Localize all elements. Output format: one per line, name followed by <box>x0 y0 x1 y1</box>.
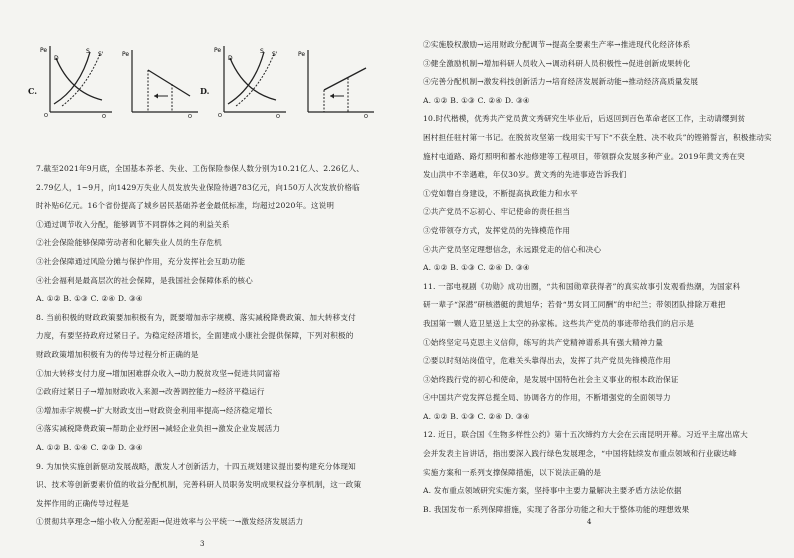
graph-d-price-change <box>298 46 378 118</box>
q11-option-4: ④中国共产党发挥总揽全局、协调各方的作用，不断增强党的全面领导力 <box>423 393 671 403</box>
option-c-label: C. <box>28 86 38 96</box>
graph-d-supply-demand <box>214 42 290 118</box>
q9-option-2: ②实施股权激励→运用财政分配调节→提高全要素生产率→推进现代化经济体系 <box>423 40 691 49</box>
q10-option-4: ④共产党员坚定理想信念，永远跟党走的信心和决心 <box>423 244 602 254</box>
graph-c1-q-label: Q <box>102 114 106 118</box>
q8-line-3: 财政政策增加积极有为的传导过程分析正确的是 <box>36 349 199 359</box>
q11-option-2: ②要以时刻站岗值守，危难关头靠得出去，发挥了共产党员先锋模范作用 <box>423 356 671 366</box>
graph-d1-s2-label: S' <box>272 51 278 58</box>
q7-option-3: ③社会保障通过风险分摊与保护作用，充分发挥社会互助功能 <box>36 256 246 266</box>
q8-option-3: ③增加赤字规模→扩大财政支出→财政资金利用率提高→经济稳定增长 <box>36 405 273 415</box>
graph-c2-q-label: Q <box>188 114 192 118</box>
graph-c1-s-label: S <box>86 48 90 55</box>
graph-d2-q-label: Q <box>364 114 368 118</box>
q11-option-1: ①始终坚定马克思主义信仰，练写的共产党精神谱系具有强大精神力量 <box>423 337 664 347</box>
q7-option-4: ④社会福利是最高层次的社会保障，是我国社会保障体系的核心 <box>36 275 253 285</box>
q9-option-1: ①贯彻共享理念→缩小收入分配差距→促进效率与公平统一→激发经济发展活力 <box>36 517 304 527</box>
graph-c1-s2-label: S' <box>98 51 104 58</box>
q9-answers: A. ①② B. ①③ C. ②④ D. ③④ <box>423 95 530 105</box>
q11-line-3: 我国第一颗人造卫星送上太空的孙家栋。这些共产党员的事迹带给我们的启示是 <box>423 318 695 328</box>
q7-line-2: 2.79亿人，1~9月，向1429万失业人员发放失业保险待遇783亿元，向150万人次发放价格临 <box>36 182 360 192</box>
graph-d1-q-label: Q <box>276 114 280 118</box>
q7-option-1: ①通过调节收入分配，能够调节不同群体之间的利益关系 <box>36 219 230 229</box>
q11-line-2: 研一辈子“深潜”研核潜艇的黄旭华；若骨“男女同工同酬”的申纪兰；带领团队排除万难把 <box>423 300 726 310</box>
question-6-graphs <box>28 8 387 118</box>
q10-line-1: 10.时代楷模，优秀共产党员黄文秀研究生毕业后，后返回到百色革命老区工作，主动请缨到贫 <box>423 114 746 124</box>
q10-option-3: ③党带领夺方式，发挥党员的先锋模范作用 <box>423 225 571 235</box>
q9-line-1: 9. 为加快实施创新驱动发展战略，激发人才创新活力，十四五规划建议提出要构建充分体现知 <box>36 461 356 471</box>
q10-line-3: 施村屯道路、路灯照明和蓄水池修建等工程项目，带领群众发展多种产业。2019年黄文秀在突 <box>423 151 745 161</box>
graph-d2-pe-label: Pe <box>298 51 306 58</box>
graph-d1-d-label: D <box>228 55 233 62</box>
q9-line-3: 发挥作用的正确传导过程是 <box>36 498 129 508</box>
graph-d1-pe-label: Pe <box>214 47 222 54</box>
graph-c-supply-demand <box>40 42 116 118</box>
right-page <box>397 0 794 558</box>
q12-line-3: 实施方案和一系列支撑保障措施，以下说法正确的是 <box>423 467 602 477</box>
q8-answers: A. ①② B. ①④ C. ②③ D. ③④ <box>36 442 143 452</box>
q7-line-1: 7.截至2021年9月底，全国基本养老、失业、工伤保险参保人数分别为10.21亿人、2.26亿人、 <box>36 164 364 173</box>
q7-line-3: 时补贴6亿元。16个省份提高了城乡居民基础养老金最低标准，均超过2020年。这说明 <box>36 201 335 211</box>
graph-c1-d-label: D <box>54 55 59 62</box>
q10-option-1: ①党如磐自身建设，不断提高执政能力和水平 <box>423 188 578 198</box>
q12-option-a: A. 发布重点领域研究实施方案，坚持事中主要力量解决主要矛盾方法论依据 <box>423 486 682 496</box>
q9-option-4: ④完善分配机制→激发科技创新活力→培育经济发展新动能→推动经济高质量发展 <box>423 77 699 87</box>
q7-answers: A. ①② B. ①③ C. ②④ D. ③④ <box>36 294 143 304</box>
graph-c2-pe-label: Pe <box>122 51 130 58</box>
q10-option-2: ②共产党员不忘初心、牢记使命的责任担当 <box>423 207 571 217</box>
q10-line-4: 发山洪中不幸遇难，年仅30岁。黄文秀的先进事迹告诉我们 <box>423 170 627 180</box>
q12-line-1: 12. 近日，联合国《生物多样性公约》第十五次缔约方大会在云南昆明开幕。习近平主席出席大 <box>423 430 748 440</box>
q10-answers: A. ①② B. ①③ C. ②④ D. ③④ <box>423 263 530 273</box>
graph-c-price-change <box>122 46 202 118</box>
q9-option-3: ③健全激励机制→增加科研人员收入→调动科研人员积极性→促进创新成果转化 <box>423 58 691 68</box>
graph-d1-origin: O <box>218 113 222 118</box>
q8-option-2: ②政府过紧日子→增加财政收入来源→改善调控能力→经济平稳运行 <box>36 387 265 397</box>
q9-line-2: 识、技术等创新要素价值的收益分配机制，完善科研人员职务发明成果权益分享机制，这一政策 <box>36 480 362 490</box>
right-text-block <box>423 36 782 519</box>
page-number-left: 3 <box>200 540 205 548</box>
page-number-right: 4 <box>587 518 592 526</box>
q11-option-3: ③始终践行党的初心和使命，是发展中国特色社会主义事业的根本政治保证 <box>423 374 679 384</box>
q11-answers: A. ①② B. ①③ C. ②④ D. ③④ <box>423 411 530 421</box>
left-text-block <box>36 160 387 532</box>
q10-line-2: 困村担任驻村第一书记。在脱贫攻坚第一线用实干写下“不获全胜、决不收兵”的铿锵誓言，积极推动实 <box>423 132 772 142</box>
q8-line-2: 力度，有要坚持政府过紧日子。为稳定经济增长，全面建成小康社会提供保障，下列对积极的 <box>36 331 354 341</box>
q12-line-2: 会并发表主旨讲话，指出要深入践行绿色发展理念，“中国将陆续发布重点领域和行业碳达峰 <box>423 449 737 459</box>
graph-c1-pe-label: Pe <box>40 47 48 54</box>
q8-line-1: 8. 当前积极的财政政策要加积极有为，既要增加赤字规模、落实减税降费政策、加大转移支付 <box>36 312 356 322</box>
option-d-label: D. <box>200 86 210 96</box>
graph-c1-origin: O <box>44 113 48 118</box>
q12-option-b: B. 我国发布一系列保障措施，实现了各部分功能之和大于整体功能的理想效果 <box>423 504 690 514</box>
q7-option-2: ②社会保险能够保障劳动者和化解失业人员的生存危机 <box>36 238 222 248</box>
q8-option-1: ①加大转移支付力度→增加困难群众收入→助力脱贫攻坚→促进共同富裕 <box>36 368 281 378</box>
graph-d1-s-label: S <box>260 48 264 55</box>
q11-line-1: 11. 一部电视剧《功勋》成功出圈，“共和国勋章获得者”的真实故事引发观看热潮，为国家科 <box>423 281 741 291</box>
q8-option-4: ④落实减税降费政策→帮助企业纾困→减轻企业负担→激发企业发展活力 <box>36 424 281 434</box>
